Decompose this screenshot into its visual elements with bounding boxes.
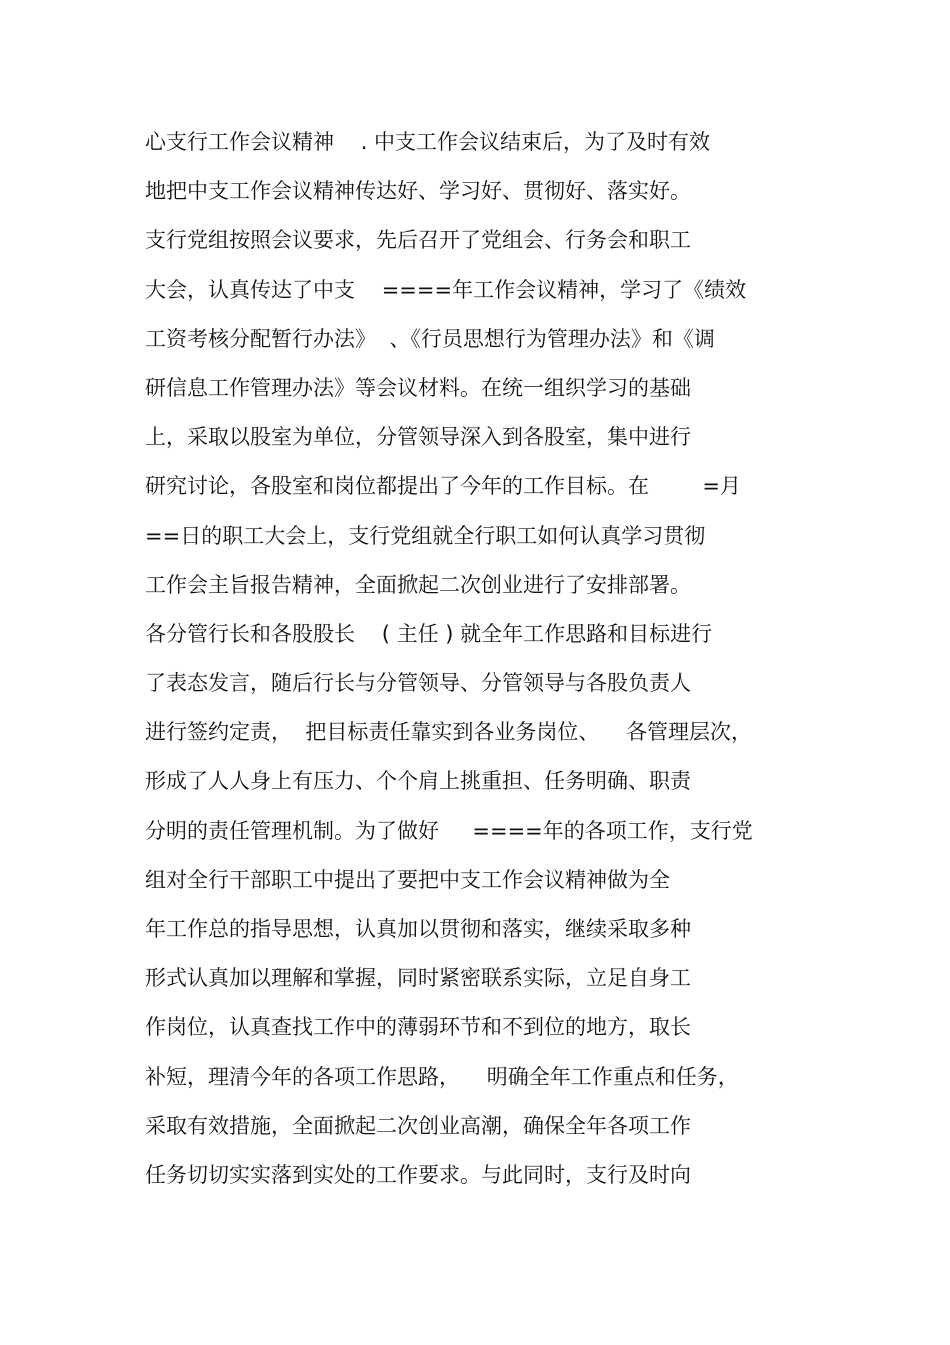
text-line: 采取有效措施，全面掀起二次创业高潮，确保全年各项工作 (145, 1113, 691, 1138)
text-line: 作岗位，认真查找工作中的薄弱环节和不到位的地方，取长 (145, 1015, 691, 1040)
text-line: 地把中支工作会议精神传达好、学习好、贯彻好、落实好。 (145, 179, 691, 204)
text-line: 支行党组按照会议要求，先后召开了党组会、行务会和职工 (145, 228, 691, 253)
text-line: 大会，认真传达了中支 ====年工作会议精神，学习了《绩效 (145, 277, 747, 302)
text-line: 研信息工作管理办法》等会议材料。在统一组织学习的基础 (145, 375, 691, 400)
text-line: 形成了人人身上有压力、个个肩上挑重担、任务明确、职责 (145, 769, 691, 794)
text-line: 补短，理清今年的各项工作思路， 明确全年工作重点和任务， (145, 1064, 739, 1089)
text-line: ==日的职工大会上，支行党组就全行职工如何认真学习贯彻 (145, 523, 706, 548)
text-line: 心支行工作会议精神 . 中支工作会议结束后，为了及时有效 (145, 130, 711, 154)
text-line: 分明的责任管理机制。为了做好 ====年的各项工作，支行党 (145, 818, 753, 843)
text-line: 任务切切实实落到实处的工作要求。与此同时，支行及时向 (145, 1162, 691, 1187)
text-line: 形式认真加以理解和掌握，同时紧密联系实际，立足自身工 (145, 966, 691, 991)
text-line: 了表态发言，随后行长与分管领导、分管领导与各股负责人 (145, 671, 691, 696)
text-line: 工作会主旨报告精神，全面掀起二次创业进行了安排部署。 (145, 572, 691, 597)
text-line: 进行签约定责， 把目标责任靠实到各业务岗位、 各管理层次， (145, 720, 753, 745)
text-line: 工资考核分配暂行办法》 、《行员思想行为管理办法》和《调 (145, 326, 715, 351)
text-line: 年工作总的指导思想，认真加以贯彻和落实，继续采取多种 (145, 917, 691, 941)
body-text (145, 118, 845, 1200)
text-line: 各分管行长和各股股长 ( 主任 ) 就全年工作思路和目标进行 (145, 621, 713, 646)
text-line: 组对全行干部职工中提出了要把中支工作会议精神做为全 (145, 867, 670, 892)
text-line: 研究讨论，各股室和岗位都提出了今年的工作目标。在 =月 (145, 474, 741, 499)
text-line: 上，采取以股室为单位，分管领导深入到各股室，集中进行 (145, 425, 691, 450)
